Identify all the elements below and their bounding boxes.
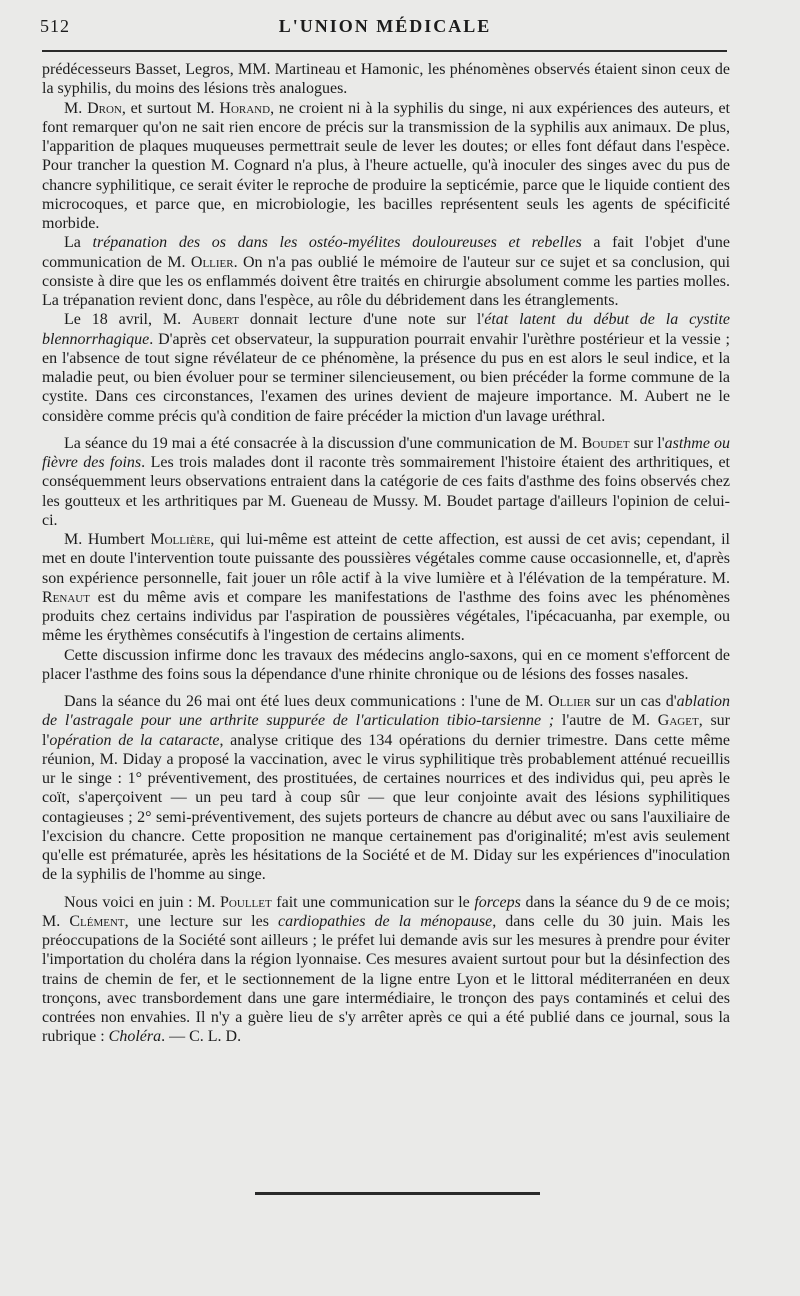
text-run: , et surtout M.	[121, 99, 220, 117]
text-run: , une lecture sur les	[124, 912, 279, 930]
italic-title: forceps	[474, 893, 521, 911]
author-name: Renaut	[42, 588, 90, 606]
page-number: 512	[40, 16, 70, 36]
author-name: Clément	[69, 912, 125, 930]
paragraph	[42, 530, 730, 646]
text-run: Dans la séance du 26 mai ont été lues deux communications : l'une de M.	[64, 693, 549, 710]
text-run: Cette discussion infirme donc les travaux des médecins anglo-saxons, qui en ce moment s'efforcent de placer l'asthme des foins sous la dépendance d'une rhinite chronique ou de lésions des fosses nasales.	[42, 646, 730, 683]
text-run: sur un cas d'	[590, 693, 677, 710]
text-run: donnait lecture d'une note sur l'	[238, 311, 485, 329]
author-name: Ollier	[548, 693, 591, 710]
text-run: M.	[64, 99, 88, 117]
text-run: . — C. L. D.	[161, 1028, 242, 1046]
author-name: Aubert	[192, 311, 239, 329]
paragraph	[42, 233, 730, 310]
author-name: Dron	[87, 99, 122, 117]
text-run: , analyse critique des 134 opérations du dernier trimestre. Dans cette même réunion, M. Diday a proposé la vaccination, avec le virus syphilitique très probablement atténué recueillis ur le singe : 1° préventivement, des prostituées, de certaines nourrices et des individus qui, peu après le coït, s'aperçoivent — un peu tard à coup sûr — que leur conjointe avait des lésions syphilitiques contagieuses ; 2° semi-préventivement, des sujets porteurs de chancre au début avec ou sans l'auxiliaire de l'excision du chancre. Cette proposition ne manque certainement pas d'originalité; m'est avis seulement qu'elle est prématurée, après les hésitations de la Société et de M. Diday sur les expériences d''inoculation de la syphilis de l'homme au singe.	[42, 731, 730, 884]
italic-title: état latent du début de la cystite blennorrhagique	[42, 311, 731, 348]
paragraph	[42, 646, 730, 685]
text-run: La séance du 19 mai a été consacrée à la discussion d'une communication de M.	[64, 434, 582, 452]
italic-title: Choléra	[108, 1028, 162, 1046]
italic-title: opération de la cataracte	[49, 731, 220, 749]
text-run: . On n'a pas oublié le mémoire de l'auteur sur ce sujet et sa conclusion, qui consiste à dire que les os enflammés doivent être traités en chirurgie absolument comme les parties molles. La trépanation revient donc, dans l'espèce, au rôle du débridement dans les étranglements.	[42, 253, 731, 309]
header-rule	[42, 50, 727, 52]
author-name: Gaget	[657, 712, 699, 730]
paragraph	[42, 434, 730, 530]
text-run: dans la séance du 9 de ce mois; M.	[42, 893, 731, 930]
italic-title: asthme ou fièvre des foins	[42, 434, 731, 471]
paragraph	[42, 310, 730, 426]
text-run: M. Humbert	[64, 531, 151, 548]
text-run: La	[64, 234, 93, 252]
text-run: . Les trois malades dont il raconte très sommairement l'histoire étaient des arthritiques, et conséquemment leurs observations entraient dans la catégorie de ces faits d'asthme des foins observés chez les goutteux et les arthritiques par M. Gueneau de Mussy. M. Boudet partage d'ailleurs l'opinion de celui-ci.	[42, 454, 730, 529]
author-name: Ollier	[190, 253, 234, 271]
author-name: Horand	[219, 99, 271, 117]
text-run: , dans celle du 30 juin. Mais les préoccupations de la Société sont ailleurs ; le préfet lui demande avis sur les mesures à prendre pour éviter l'importation du choléra dans la région lyonnaise. Ces mesures avaient surtout pour but la désinfection des trains de chemin de fer, et le sectionnement de la ligne entre Lyon et le littoral méditerranéen en deux tronçons, avec transbordement dans une gare intermédiaire, le tronçon des pays contaminés et celui des contrées non envahies. Il n'y a guère lieu de s'y arrêter après ce qui a été publié dans ce journal, sous la rubrique :	[42, 912, 731, 1046]
paragraph	[42, 99, 730, 234]
end-rule	[255, 1192, 540, 1195]
paragraph	[42, 60, 730, 99]
text-run: sur l'	[629, 434, 665, 452]
text-run: . D'après cet observateur, la suppuration pourrait envahir l'urèthre postérieur et la vessie ; en l'absence de tout signe révélateur de ce phénomène, la présence du pus en est alors le seul indice, et la maladie peut, ou bien évoluer pour se terminer silencieusement, ou bien précéder la forme commune de la cystite. Dans ces circonstances, l'examen des urines devient de majeure importance. M. Aubert ne le considère comme précis qu'à condition de faire précéder la miction d'un lavage uréthral.	[42, 330, 730, 425]
text-run: est du même avis et compare les manifestations de l'asthme des foins avec les phénomènes produits chez certains individus par l'aspiration de poussières végétales, l'ipécacuanha, par exemple, ou même les érythèmes consécutifs à l'ingestion de certains aliments.	[42, 588, 730, 645]
running-title: L'UNION MÉDICALE	[278, 16, 492, 36]
italic-title: ablation de l'astragale pour une arthrite suppurée de l'articulation tibio-tarsienne ;	[42, 693, 731, 730]
page-header	[40, 16, 730, 42]
paragraph	[42, 893, 730, 1047]
article-body	[42, 60, 730, 1047]
italic-title: cardiopathies de la ménopause	[278, 912, 493, 930]
text-run: a fait l'objet d'une communication de M.	[42, 234, 731, 271]
text-run: prédécesseurs Basset, Legros, MM. Martineau et Hamonic, les phénomènes observés étaient sinon ceux de la syphilis, du moins des lésions très analogues.	[42, 61, 730, 98]
text-run: l'autre de M.	[554, 712, 658, 730]
text-run: , sur l'	[42, 712, 730, 749]
author-name: Poullet	[220, 893, 272, 911]
text-run: , ne croient ni à la syphilis du singe, ni aux expériences des auteurs, et font remarquer qu'on ne sait rien encore de précis sur la transmission de la syphilis aux animaux. De plus, l'apparition de plaques muqueuses permettrait seule de lever les doutes; or elles font défaut dans l'espèce. Pour trancher la question M. Cognard n'a plus, à l'heure actuelle, qu'à inoculer des singes avec du pus de chancre syphilitique, ce serait éviter le reproche de produire la septicémie, parce que le liquide contient des microcoques, et parce que, en microbiologie, les bacilles représentent seuls les agents de spécificité morbide.	[42, 99, 731, 232]
author-name: Boudet	[581, 434, 630, 452]
italic-title: trépanation des os dans les ostéo-myélites douloureuses et rebelles	[92, 234, 582, 252]
text-run: , qui lui-même est atteint de cette affection, est aussi de cet avis; cependant, il met en doute l'intervention toute puissante des poussières végétales comme cause occasionnelle, et, d'après son expérience personnelle, fait jouer un rôle actif à la vive lumière et à l'élévation de la température. M.	[42, 531, 731, 587]
text-run: fait une communication sur le	[271, 893, 475, 911]
paragraph	[42, 692, 730, 885]
text-run: Nous voici en juin : M.	[64, 893, 221, 911]
text-run: Le 18 avril, M.	[64, 311, 192, 329]
author-name: Mollière	[150, 531, 211, 548]
